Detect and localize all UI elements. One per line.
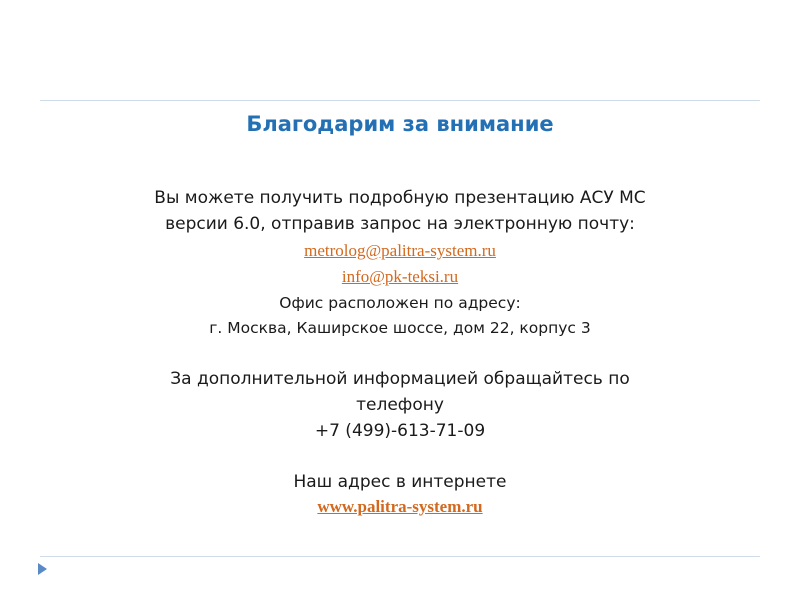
intro-line-1: Вы можете получить подробную презентацию АСУ МС — [154, 188, 646, 208]
office-label: Офис расположен по адресу: — [279, 294, 521, 312]
page-title: Благодарим за внимание — [246, 112, 554, 136]
contact-line-1: За дополнительной информацией обращайтесь по — [170, 369, 630, 389]
email-line-secondary — [40, 265, 760, 289]
email-link-primary[interactable]: metrolog@palitra-system.ru — [304, 241, 496, 260]
email-line-primary — [40, 239, 760, 263]
intro-line-2: версии 6.0, отправив запрос на электронную почту: — [165, 214, 635, 234]
contact-phone: +7 (499)-613-71-09 — [314, 421, 486, 441]
web-label: Наш адрес в интернете — [293, 472, 507, 492]
triangle-right-icon — [38, 563, 47, 575]
website-link[interactable]: www.palitra-system.ru — [317, 497, 483, 516]
web-url-line — [40, 495, 760, 519]
top-divider — [40, 100, 760, 101]
contact-line-2: телефону — [356, 395, 444, 415]
bottom-divider — [40, 556, 760, 557]
email-link-secondary[interactable]: info@pk-teksi.ru — [341, 267, 459, 286]
office-address: г. Москва, Каширское шоссе, дом 22, корпус 3 — [209, 319, 591, 337]
